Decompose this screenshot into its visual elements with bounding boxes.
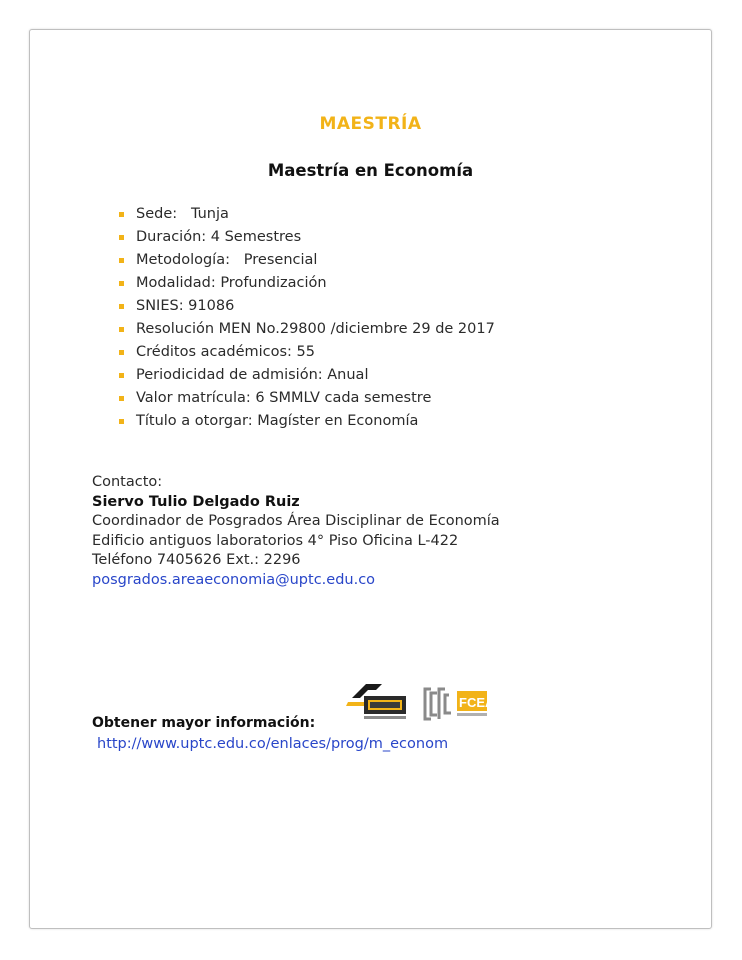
bullet-icon — [119, 350, 124, 355]
uptc-logo — [346, 680, 410, 722]
detail-titulo: Título a otorgar: Magíster en Economía — [119, 410, 495, 433]
contact-label: Contacto: — [92, 474, 163, 490]
contact-block — [92, 473, 500, 590]
program-details-list — [119, 203, 495, 433]
detail-snies: SNIES: 91086 — [119, 295, 495, 318]
more-info-link[interactable]: http://www.uptc.edu.co/enlaces/prog/m_econom — [97, 736, 449, 752]
detail-periodicidad: Periodicidad de admisión: Anual — [119, 364, 495, 387]
more-info-label: Obtener mayor información: — [92, 715, 316, 731]
section-title: MAESTRÍA — [319, 114, 422, 134]
bullet-icon — [119, 281, 124, 286]
detail-duracion: Duración: 4 Semestres — [119, 226, 495, 249]
program-title: Maestría en Economía — [267, 161, 474, 180]
contact-office: Edificio antiguos laboratorios 4° Piso Oficina L-422 — [92, 532, 459, 549]
bullet-icon — [119, 327, 124, 332]
bullet-icon — [119, 373, 124, 378]
detail-creditos: Créditos académicos: 55 — [119, 341, 495, 364]
detail-valor-matricula: Valor matrícula: 6 SMMLV cada semestre — [119, 387, 495, 410]
contact-role: Coordinador de Posgrados Área Disciplinar de Economía — [92, 513, 500, 529]
contact-phone: Teléfono 7405626 Ext.: 2296 — [92, 552, 301, 568]
detail-sede: Sede: Tunja — [119, 203, 495, 226]
bullet-icon — [119, 235, 124, 240]
contact-email-link[interactable]: posgrados.areaeconomia@uptc.edu.co — [92, 571, 376, 588]
contact-name: Siervo Tulio Delgado Ruiz — [92, 493, 300, 510]
document-page — [29, 29, 712, 929]
detail-resolucion: Resolución MEN No.29800 /diciembre 29 de 2017 — [119, 318, 495, 341]
detail-metodologia: Metodología: Presencial — [119, 249, 495, 272]
bullet-icon — [119, 396, 124, 401]
bullet-icon — [119, 258, 124, 263]
detail-modalidad: Modalidad: Profundización — [119, 272, 495, 295]
bullet-icon — [119, 212, 124, 217]
fcea-logo — [419, 685, 505, 723]
fcea-logo-text: FCEA — [459, 695, 495, 710]
bullet-icon — [119, 419, 124, 424]
bullet-icon — [119, 304, 124, 309]
